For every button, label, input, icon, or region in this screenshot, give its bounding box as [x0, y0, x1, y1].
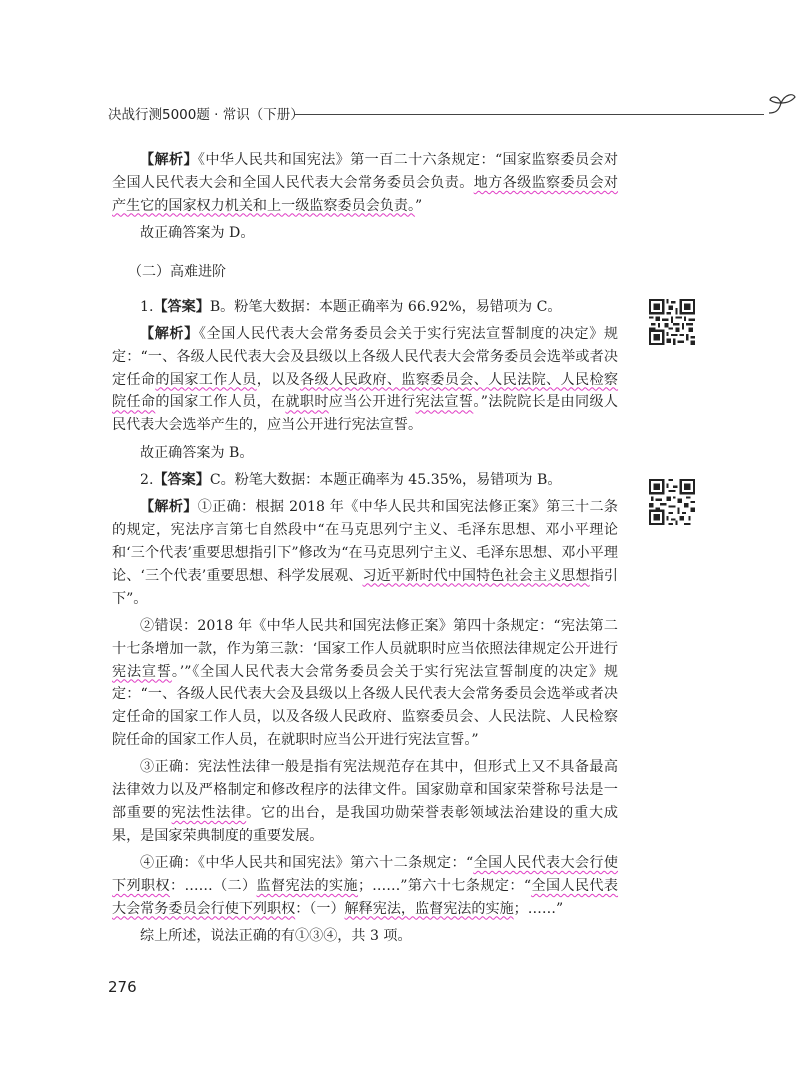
highlighted-text: 宪法性法律: [171, 804, 247, 821]
answer-content: [112, 149, 618, 952]
analysis-label: 【解析】: [140, 152, 198, 168]
running-header: [108, 103, 698, 133]
highlighted-text: 的国家工作人员: [155, 371, 257, 388]
highlighted-text: 各级人民政府、监察委员会、人民法院、人民检察院任命: [112, 371, 619, 411]
answer-label: 【答案】: [153, 471, 210, 488]
q2-analysis-1: 【解析】①正确：根据 2018 年《中华人民共和国宪法修正案》第三十二条的规定，宪法序言第七自然段中“在马克思列宁主义、毛泽东思想、邓小平理论和‘三个代表’重要思想指引下”修改为“在马克思列宁主义、毛泽东思想、邓小平理论、‘三个代表’重要思想、科学发展观、习近平新时代中国特色社会主义思想指引下”。: [112, 499, 619, 607]
q2-conclusion: 综上所述，说法正确的有①③④，共 3 项。: [140, 928, 412, 945]
highlighted-text: 监督宪法的实施: [256, 877, 359, 894]
q1-analysis: 【解析】《全国人民代表大会常务委员会关于实行宪法宣誓制度的决定》规定：“一、各级人民代表大会及县级以上各级人民代表大会常务委员会选举或者决定任命的国家工作人员，以及各级人民政府、监察委员会、人民法院、人民检察院任命的国家工作人员，在就职时应当公开进行宪法宣誓。”法院院长是由同级人民代表大会选举产生的，应当公开进行宪法宣誓。: [112, 325, 619, 434]
qr-code-icon[interactable]: [649, 299, 695, 345]
answer-label: 【答案】: [153, 298, 210, 315]
section-title: （二）高难进阶: [128, 263, 226, 280]
highlighted-text: 宪法宣誓: [112, 663, 172, 680]
leaf-sprout-icon: [765, 89, 799, 119]
page-number: 276: [108, 978, 137, 996]
highlighted-text: 地方各级监察委员会对产生它的国家权力机关和上一级监察委员会负责。: [112, 174, 619, 214]
analysis-label: 【解析】: [140, 325, 199, 342]
q1-conclusion: 故正确答案为 B。: [140, 444, 254, 461]
highlighted-text: 就职时: [285, 394, 329, 411]
qr-code-icon[interactable]: [649, 479, 695, 525]
q2-analysis-3: ③正确：宪法性法律一般是指有宪法规范存在其中，但形式上又不具备最高法律效力以及严格制定和修改程序的法律文件。国家勋章和国家荣誉称号法是一部重要的宪法性法律。它的出台，是我国功勋荣誉表彰领域法治建设的重大成果，是国家荣典制度的重要发展。: [112, 759, 618, 844]
highlighted-text: 习近平新时代中国特色社会主义思想: [362, 567, 590, 584]
highlighted-text: 解释宪法，监督宪法的实施: [344, 900, 514, 917]
book-title: 决战行测5000题 · 常识（下册）: [108, 107, 304, 123]
highlighted-text: 全国人民代表大会行使下列职权: [112, 855, 619, 894]
intro-analysis: 【解析】《中华人民共和国宪法》第一百二十六条规定：“国家监察委员会对全国人民代表大会和全国人民代表大会常务委员会负责。地方各级监察委员会对产生它的国家权力机关和上一级监察委员会负责。”: [112, 152, 619, 214]
highlighted-text: 全国人民代表大会常务委员会行使下列职权: [112, 877, 619, 917]
header-rule: [294, 114, 764, 115]
q2-answer: 2.【答案】C。粉笔大数据：本题正确率为 45.35%，易错项为 B。: [140, 471, 562, 488]
intro-conclusion: 故正确答案为 D。: [140, 224, 255, 241]
q2-analysis-2: ②错误：2018 年《中华人民共和国宪法修正案》第四十条规定：“宪法第二十七条增加一款，作为第三款：‘国家工作人员就职时应当依照法律规定公开进行宪法宣誓。’”《全国人民代表大会常务委员会关于实行宪法宣誓制度的决定》规定：“一、各级人民代表大会及县级以上各级人民代表大会常务委员会选举或者决定任命的国家工作人员，以及各级人民政府、监察委员会、人民法院、人民检察院任命的国家工作人员，在就职时应当公开进行宪法宣誓。”: [112, 617, 618, 748]
analysis-label: 【解析】: [140, 499, 198, 516]
q2-analysis-4: ④正确：《中华人民共和国宪法》第六十二条规定：“全国人民代表大会行使下列职权：……（二）监督宪法的实施；……”第六十七条规定：“全国人民代表大会常务委员会行使下列职权：（一）解释宪法，监督宪法的实施；……”: [112, 855, 619, 917]
q1-answer: 1.【答案】B。粉笔大数据：本题正确率为 66.92%，易错项为 C。: [140, 298, 562, 315]
highlighted-text: 宪法宣誓: [415, 394, 474, 411]
